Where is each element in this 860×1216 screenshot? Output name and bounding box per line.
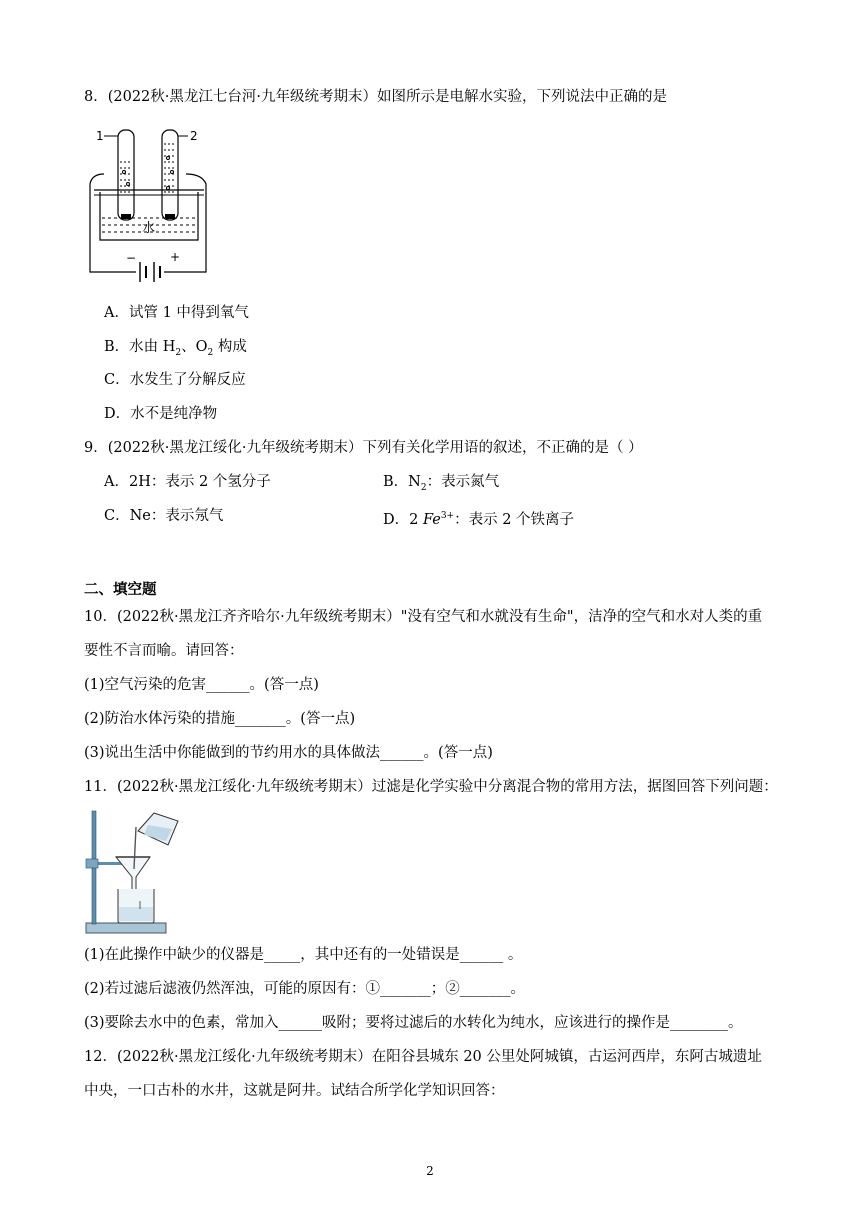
q12-line2: 中央，一口古朴的水井，这就是阿井。试结合所学化学知识回答：	[84, 1083, 505, 1099]
plus-label: +	[170, 250, 181, 264]
q10-part1: (1)空气污染的危害______。(答一点)	[84, 677, 319, 693]
tube1-label: 1	[96, 129, 104, 143]
q11-part1: (1)在此操作中缺少的仪器是_____，其中还有的一处错误是______ 。	[84, 947, 523, 963]
q8-option-c: C．水发生了分解反应	[104, 372, 246, 388]
q9-option-d: D．2 $Fe^{3+}$：表示 2 个铁离子	[383, 511, 575, 528]
q9-option-a: A．2H：表示 2 个氢分子	[104, 474, 271, 490]
section-title: 二、填空题	[84, 582, 157, 598]
q8-option-b: B．水由 $H_2$、$O_2$ 构成	[104, 339, 247, 358]
q11-part3: (3)要除去水中的色素，常加入______吸附；要将过滤后的水转化为纯水，应该进行的操作是________。	[84, 1015, 743, 1031]
q10-part2: (2)防治水体污染的措施_______。(答一点)	[84, 711, 356, 727]
minus-label: −	[126, 251, 137, 265]
tube2-label: 2	[190, 129, 198, 143]
q8-option-d: D．水不是纯净物	[104, 406, 218, 422]
electrolysis-figure	[84, 122, 214, 292]
water-label: 水	[142, 221, 156, 236]
q10-line2: 要性不言而喻。请回答：	[84, 643, 244, 659]
filtration-figure	[84, 805, 184, 937]
page-number: 2	[426, 1164, 434, 1178]
q12-line1: 12．(2022秋·黑龙江绥化·九年级统考期末）在阳谷县城东 20 公里处阿城镇，古运河西岸，东阿古城遗址	[84, 1049, 762, 1065]
q8-option-a: A．试管 1 中得到氧气	[104, 305, 249, 321]
q9-option-b: B．$N_2$：表示氮气	[383, 474, 500, 493]
q11-part2: (2)若过滤后滤液仍然浑浊，可能的原因有：①_______；②_______。	[84, 981, 526, 997]
q8-stem: 8．(2022秋·黑龙江七台河·九年级统考期末）如图所示是电解水实验，下列说法中正确的是	[84, 89, 667, 105]
q11-stem: 11．(2022秋·黑龙江绥化·九年级统考期末）过滤是化学实验中分离混合物的常用方法，据图回答下列问题：	[84, 779, 778, 795]
q10-line1: 10．(2022秋·黑龙江齐齐哈尔·九年级统考期末）"没有空气和水就没有生命"，洁净的空气和水对人类的重	[84, 609, 763, 625]
q9-stem: 9．(2022秋·黑龙江绥化·九年级统考期末）下列有关化学用语的叙述，不正确的是（ ）	[84, 440, 643, 456]
q10-part3: (3)说出生活中你能做到的节约用水的具体做法______。(答一点)	[84, 745, 493, 761]
q9-option-c: C．Ne：表示氖气	[104, 508, 224, 524]
